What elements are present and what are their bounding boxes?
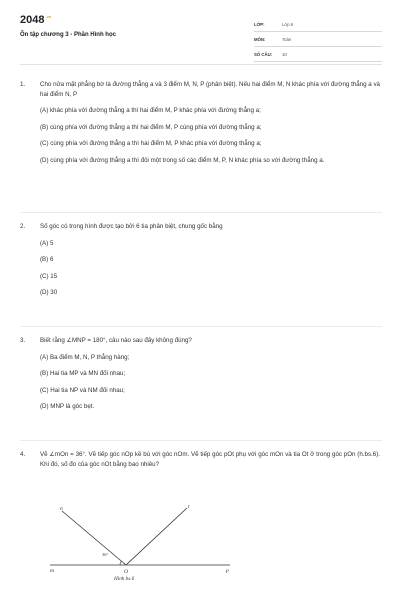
option-c[interactable]: (C) 15: [40, 272, 58, 280]
option-d[interactable]: (D) 30: [40, 289, 58, 296]
ray-ot: [126, 508, 187, 565]
label-angle: 36°: [102, 552, 109, 557]
question-divider: [20, 440, 382, 441]
question-divider: [20, 326, 382, 327]
meta-row-count: SỐ CÂU: 10: [254, 48, 382, 62]
label-m: m: [50, 568, 54, 574]
option-b[interactable]: (B) cùng phía với đường thẳng a thì hai điểm M, P cùng phía với đường thẳng a;: [40, 123, 262, 131]
option-a[interactable]: (A) Ba điểm M, N, P thẳng hàng;: [40, 353, 130, 361]
option-d[interactable]: (D) MNP là góc bẹt.: [40, 403, 95, 410]
question-3: 3. Biết rằng ∠MNP = 180°, câu nào sau đây không đúng? (A) Ba điểm M, N, P thẳng hàng; (B) Hai tia MP và MN đối nhau; (C) Hai tia NP và NM đối nhau; (D) MNP là góc bẹt.: [20, 336, 380, 412]
option-a[interactable]: (A) khác phía với đường thẳng a thì hai điểm M, P khác phía với đường thẳng a;: [40, 107, 261, 114]
question-stem: Vẽ ∠mOn = 36°. Vẽ tiếp góc nOp kề bù với góc nOm. Vẽ tiếp góc pOt phụ với góc mOn và tia Ot ở trong góc pOn (h.bs.6). Khi đó, số đo của góc nOt bằng bao nhiêu?: [40, 451, 380, 468]
question-1: 1. Cho nửa mặt phẳng bờ là đường thẳng a và 3 điểm M, N, P (phân biệt). Nếu hai điểm M, N khác phía với đường thẳng a và hai điểm N, P (A) khác phía với đường thẳng a thì hai điểm M, P khác phía với đường thẳng a; (B) cùng phía với đường thẳng a thì hai điểm M, P cùng phía với đường thẳng a; (C) cùng phía với đường thẳng a thì hai điểm M, P khác phía với đường thẳng a; (D) cùng phía với đường thẳng a thì đôi một trong số các điểm M, P, N khác phía so với đường thẳng a.: [20, 81, 380, 164]
angle-figure: [40, 496, 240, 592]
meta-info: [254, 18, 382, 63]
option-b[interactable]: (B) 6: [40, 256, 54, 263]
question-divider: [20, 212, 382, 213]
label-o: O: [124, 569, 128, 575]
label-n: n: [60, 506, 63, 512]
meta-row-grade: LỚP: Lớp 6: [254, 18, 382, 32]
logo[interactable]: $2048^{.vn}$: [20, 14, 52, 26]
option-c[interactable]: (C) cùng phía với đường thẳng a thì hai điểm M, P khác phía với đường thẳng a;: [40, 140, 262, 147]
header-divider: [20, 64, 382, 65]
option-b[interactable]: (B) Hai tia MP và MN đối nhau;: [40, 370, 126, 377]
figure-caption: Hình bs.6: [114, 576, 135, 582]
question-stem: Số góc có trong hình được tạo bởi 6 tia phân biệt, chung gốc bằng: [40, 223, 223, 230]
question-stem: Cho nửa mặt phẳng bờ là đường thẳng a và 3 điểm M, N, P (phân biệt). Nếu hai điểm M, N khác phía với đường thẳng a và hai điểm N, P: [40, 81, 380, 98]
option-c[interactable]: (C) Hai tia NP và NM đối nhau;: [40, 386, 125, 394]
option-d[interactable]: (D) cùng phía với đường thẳng a thì đôi một trong số các điểm M, P, N khác phía so với đường thẳng a.: [40, 156, 325, 164]
angle-arc: [120, 561, 121, 565]
label-t: t: [188, 504, 190, 510]
question-4: 4. Vẽ ∠mOn = 36°. Vẽ tiếp góc nOp kề bù với góc nOm. Vẽ tiếp góc pOt phụ với góc mOn và tia Ot ở trong góc pOn (h.bs.6). Khi đó, số đo của góc nOt bằng bao nhiêu?: [20, 451, 380, 468]
meta-row-subject: MÔN: Toán: [254, 33, 382, 47]
ray-on: [62, 511, 126, 565]
question-stem: Biết rằng ∠MNP = 180°, câu nào sau đây không đúng?: [40, 337, 192, 344]
label-p: p: [226, 568, 229, 574]
question-2: 2. Số góc có trong hình được tạo bởi 6 tia phân biệt, chung gốc bằng (A) 5 (B) 6 (C) 15 (D) 30: [20, 222, 380, 298]
option-a[interactable]: (A) 5: [40, 239, 54, 247]
page-title: Ôn tập chương 3 - Phần Hình học: [20, 32, 116, 38]
